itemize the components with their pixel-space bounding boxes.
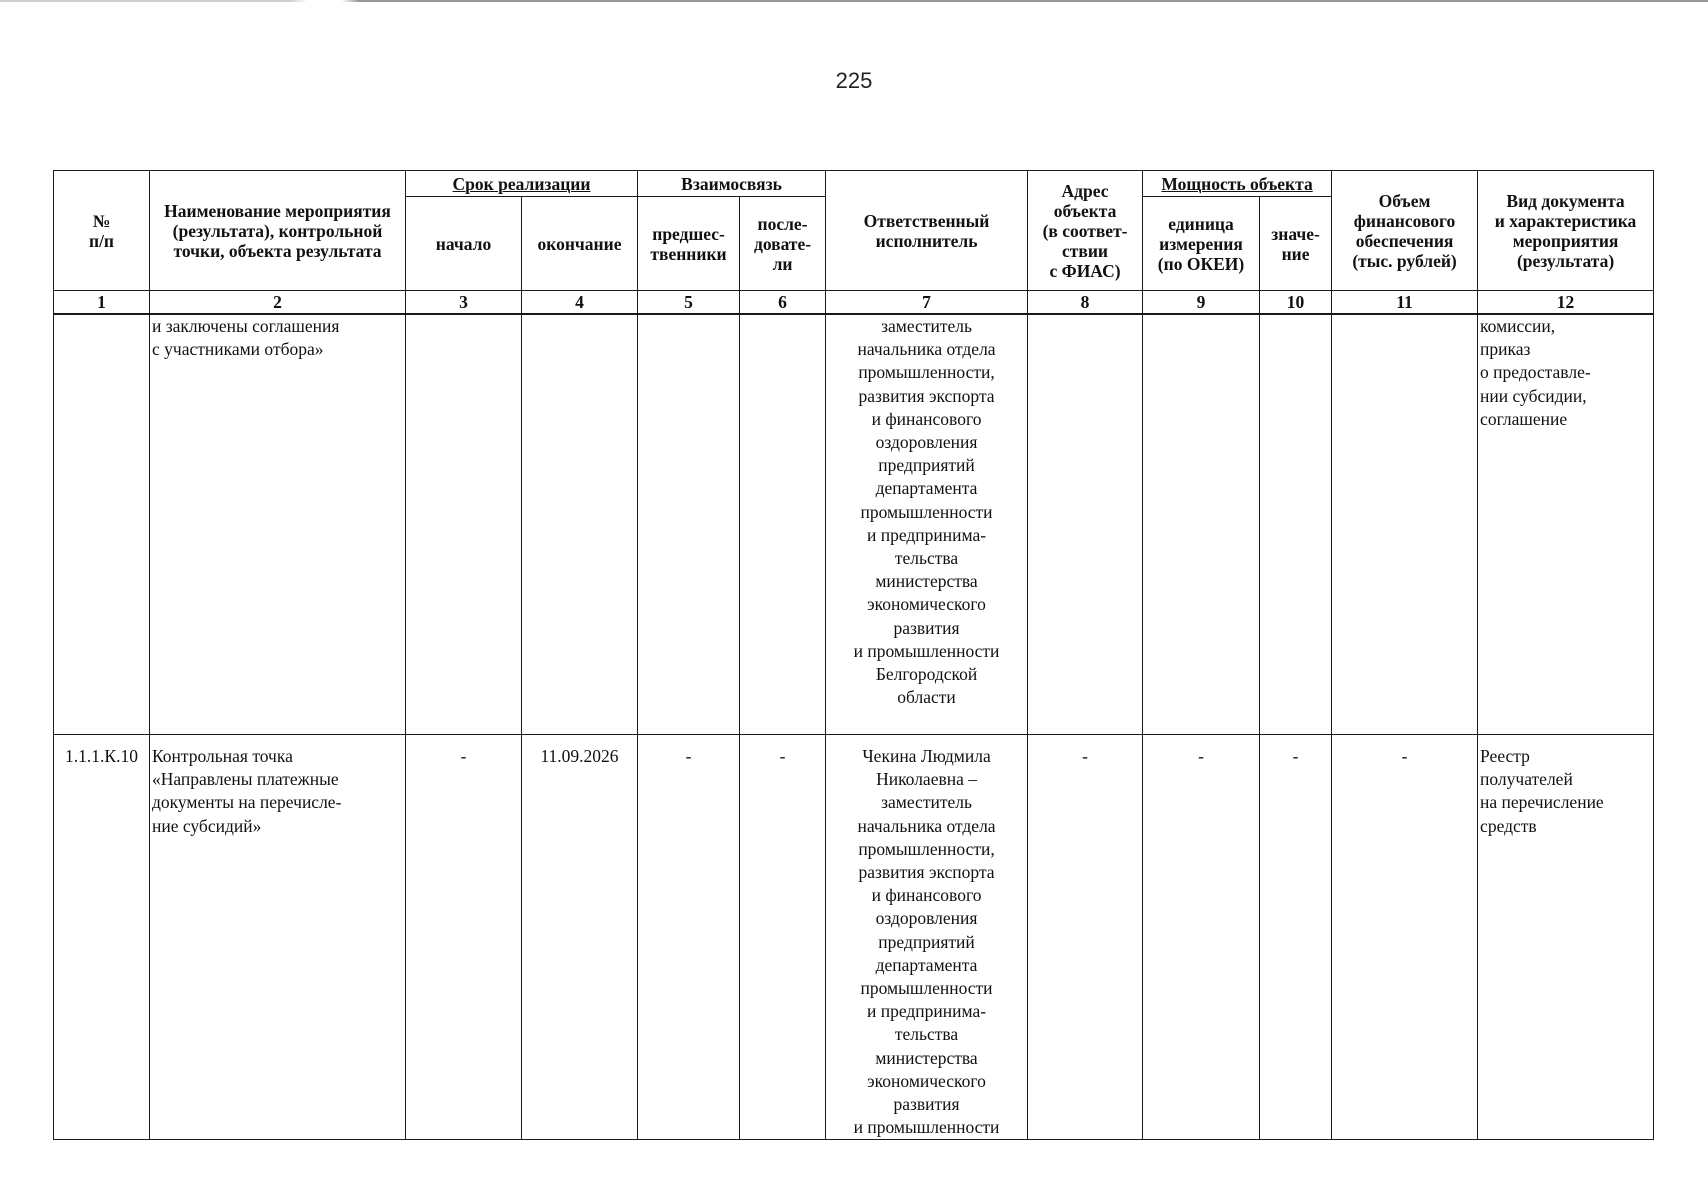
cell-executor: заместитель начальника отдела промышленности, развития экспорта и финансового оздоровления предприятий департамента промышленности и предпринима- тельства министерства экономического развития и промышленности Белгородской области [826,314,1028,735]
header-predsh: предшес- твенники [638,197,740,291]
cell-okonchanie: 11.09.2026 [522,735,638,1140]
header-otv: Ответственный исполнитель [826,171,1028,291]
cell-adres [1028,314,1143,735]
header-posled: после- довате- ли [740,197,826,291]
header-adres: Адрес объекта (в соответ- ствии с ФИАС) [1028,171,1143,291]
cell-posled [740,314,826,735]
cell-adres: - [1028,735,1143,1140]
cell-okonchanie [522,314,638,735]
col-number: 6 [740,291,826,315]
col-number: 1 [54,291,150,315]
cell-obem: - [1332,735,1478,1140]
cell-doc: Реестр получателей на перечисление средств [1478,735,1654,1140]
cell-edinica: - [1143,735,1260,1140]
cell-znachenie [1260,314,1332,735]
cell-num: 1.1.1.К.10 [54,735,150,1140]
page-top-edge [0,0,1708,2]
col-number: 9 [1143,291,1260,315]
cell-znachenie: - [1260,735,1332,1140]
page-number: 225 [835,68,873,93]
table-row [54,314,1654,735]
col-number: 3 [406,291,522,315]
header-vid: Вид документа и характеристика мероприятия (результата) [1478,171,1654,291]
header-nachalo: начало [406,197,522,291]
column-numbers-row [54,291,1654,315]
cell-obem [1332,314,1478,735]
cell-name: Контрольная точка «Направлены платежные документы на перечисле- ние субсидий» [150,735,406,1140]
col-number: 12 [1478,291,1654,315]
cell-nachalo: - [406,735,522,1140]
header-znachenie: значе- ние [1260,197,1332,291]
col-number: 10 [1260,291,1332,315]
cell-doc: комиссии, приказ о предоставле- нии субсидии, соглашение [1478,314,1654,735]
col-number: 5 [638,291,740,315]
col-number: 4 [522,291,638,315]
cell-executor: Чекина Людмила Николаевна – заместитель начальника отдела промышленности, развития экспорта и финансового оздоровления предприятий департамента промышленности и предпринима- тельства министерства экономического развития и промышленности [826,735,1028,1140]
cell-edinica [1143,314,1260,735]
events-table [53,170,1654,1140]
header-okonchanie: окончание [522,197,638,291]
header-srok: Срок реализации [406,171,638,197]
col-number: 11 [1332,291,1478,315]
col-number: 7 [826,291,1028,315]
col-number: 2 [150,291,406,315]
cell-nachalo [406,314,522,735]
cell-predsh: - [638,735,740,1140]
cell-name: и заключены соглашения с участниками отбора» [150,314,406,735]
header-row-top [54,171,1654,197]
header-name: Наименование мероприятия (результата), контрольной точки, объекта результата [150,171,406,291]
header-moshch: Мощность объекта [1143,171,1332,197]
col-number: 8 [1028,291,1143,315]
cell-predsh [638,314,740,735]
header-num: № п/п [54,171,150,291]
cell-posled: - [740,735,826,1140]
cell-num [54,314,150,735]
header-vzaim: Взаимосвязь [638,171,826,197]
table-row [54,735,1654,1140]
header-edinica: единица измерения (по ОКЕИ) [1143,197,1260,291]
header-obem: Объем финансового обеспечения (тыс. рублей) [1332,171,1478,291]
